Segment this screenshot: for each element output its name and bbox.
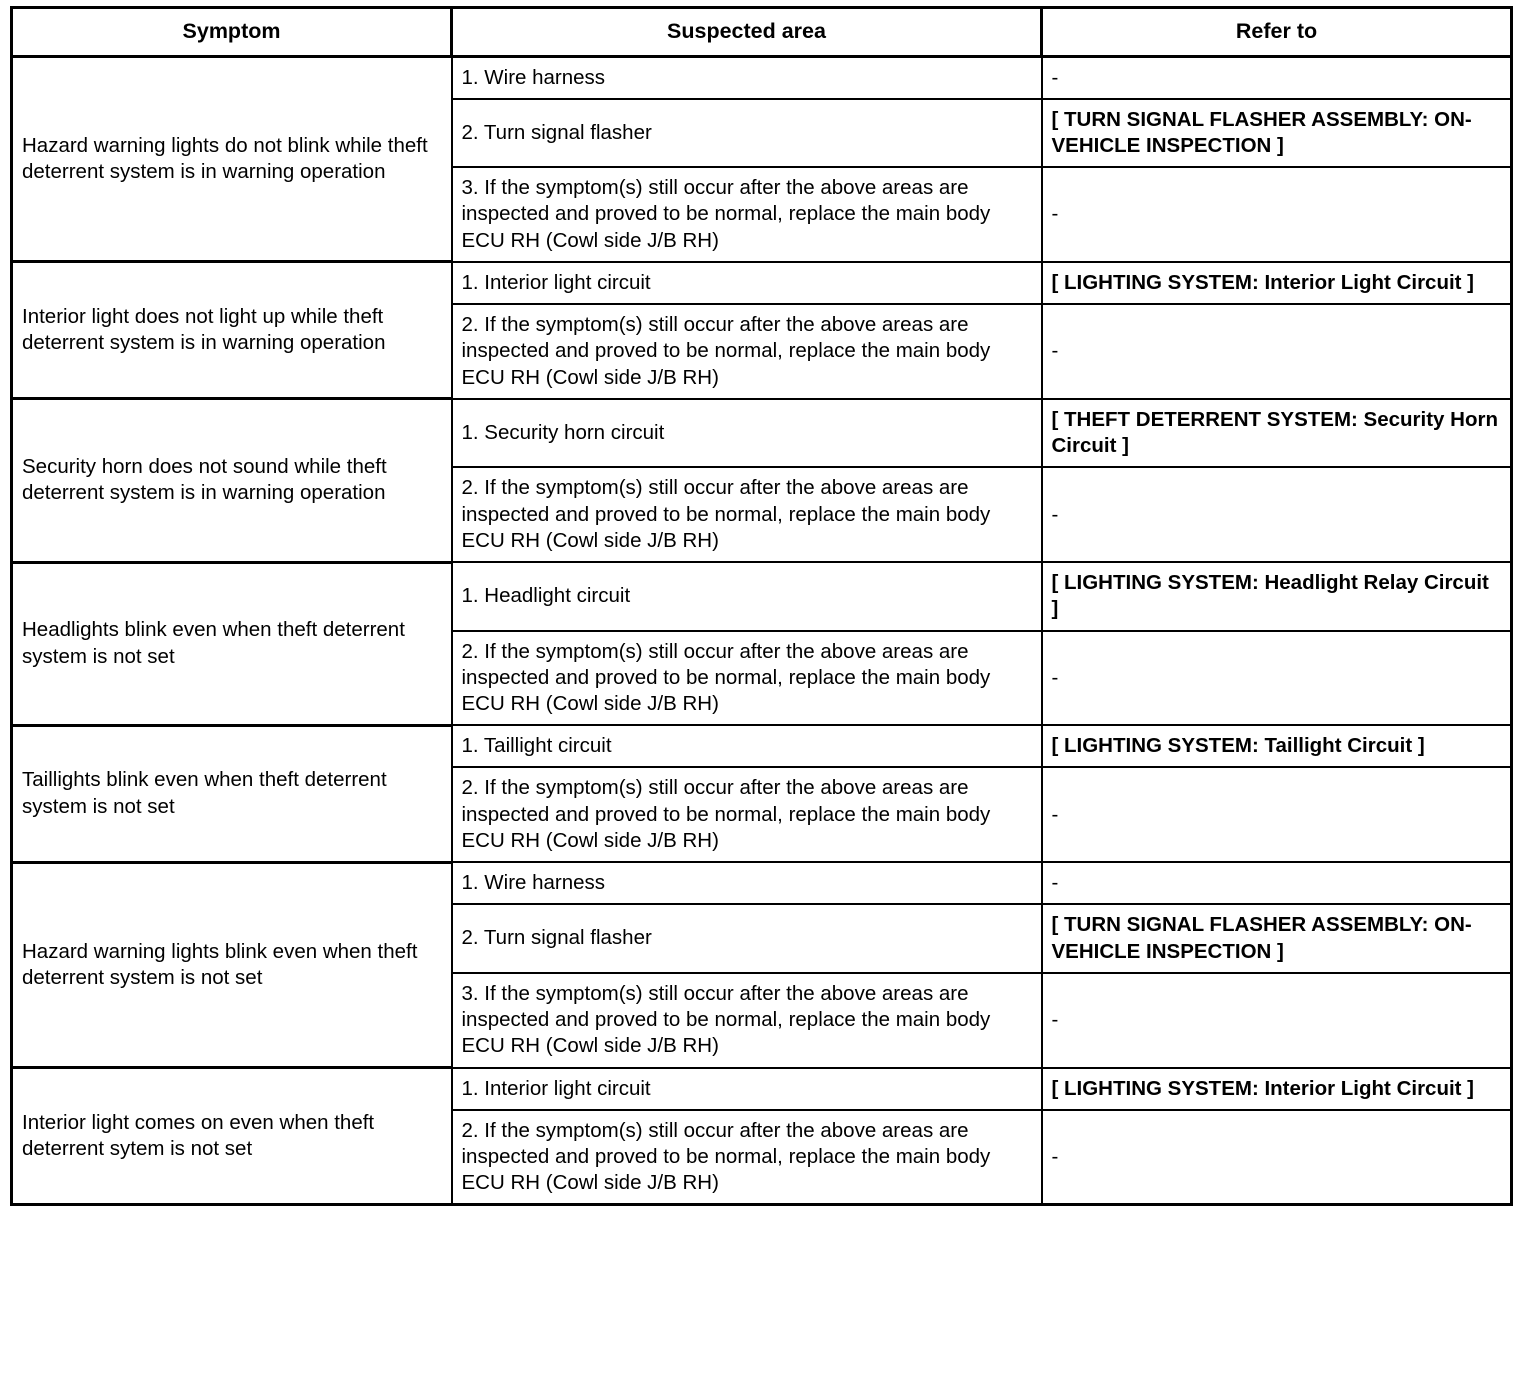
refer-to-cell: - xyxy=(1042,304,1512,399)
symptom-cell: Interior light does not light up while theft deterrent system is in warning operation xyxy=(12,262,452,399)
column-header-suspected-area: Suspected area xyxy=(452,8,1042,57)
suspected-area-cell: 1. Wire harness xyxy=(452,862,1042,904)
suspected-area-cell: 1. Security horn circuit xyxy=(452,399,1042,467)
suspected-area-cell: 3. If the symptom(s) still occur after the above areas are inspected and proved to be normal, replace the main body ECU RH (Cowl side J/B RH) xyxy=(452,973,1042,1068)
refer-to-link-cell[interactable]: [ TURN SIGNAL FLASHER ASSEMBLY: ON-VEHICLE INSPECTION ] xyxy=(1042,904,1512,972)
suspected-area-cell: 1. Taillight circuit xyxy=(452,725,1042,767)
refer-to-cell: - xyxy=(1042,973,1512,1068)
table-row xyxy=(12,562,1512,630)
symptom-cell: Interior light comes on even when theft deterrent sytem is not set xyxy=(12,1068,452,1205)
symptom-cell: Headlights blink even when theft deterrent system is not set xyxy=(12,562,452,725)
refer-to-cell: - xyxy=(1042,167,1512,262)
table-row xyxy=(12,399,1512,467)
suspected-area-cell: 2. If the symptom(s) still occur after the above areas are inspected and proved to be normal, replace the main body ECU RH (Cowl side J/B RH) xyxy=(452,631,1042,726)
refer-to-link-cell[interactable]: [ LIGHTING SYSTEM: Headlight Relay Circuit ] xyxy=(1042,562,1512,630)
symptom-cell: Taillights blink even when theft deterrent system is not set xyxy=(12,725,452,862)
table-row xyxy=(12,56,1512,99)
table-row xyxy=(12,862,1512,904)
refer-to-link-cell[interactable]: [ TURN SIGNAL FLASHER ASSEMBLY: ON-VEHICLE INSPECTION ] xyxy=(1042,99,1512,167)
suspected-area-cell: 2. If the symptom(s) still occur after the above areas are inspected and proved to be normal, replace the main body ECU RH (Cowl side J/B RH) xyxy=(452,467,1042,562)
refer-to-cell: - xyxy=(1042,631,1512,726)
suspected-area-cell: 2. Turn signal flasher xyxy=(452,99,1042,167)
table-row xyxy=(12,262,1512,304)
suspected-area-cell: 1. Interior light circuit xyxy=(452,262,1042,304)
suspected-area-cell: 1. Interior light circuit xyxy=(452,1068,1042,1110)
symptom-cell: Hazard warning lights blink even when theft deterrent system is not set xyxy=(12,862,452,1067)
suspected-area-cell: 2. Turn signal flasher xyxy=(452,904,1042,972)
suspected-area-cell: 3. If the symptom(s) still occur after the above areas are inspected and proved to be normal, replace the main body ECU RH (Cowl side J/B RH) xyxy=(452,167,1042,262)
refer-to-link-cell[interactable]: [ THEFT DETERRENT SYSTEM: Security Horn Circuit ] xyxy=(1042,399,1512,467)
table-body xyxy=(12,56,1512,1205)
suspected-area-cell: 1. Wire harness xyxy=(452,56,1042,99)
refer-to-cell: - xyxy=(1042,56,1512,99)
problem-symptoms-table xyxy=(10,6,1513,1206)
suspected-area-cell: 2. If the symptom(s) still occur after the above areas are inspected and proved to be normal, replace the main body ECU RH (Cowl side J/B RH) xyxy=(452,304,1042,399)
refer-to-cell: - xyxy=(1042,467,1512,562)
suspected-area-cell: 1. Headlight circuit xyxy=(452,562,1042,630)
column-header-symptom: Symptom xyxy=(12,8,452,57)
refer-to-cell: - xyxy=(1042,767,1512,862)
table-header-row xyxy=(12,8,1512,57)
refer-to-link-cell[interactable]: [ LIGHTING SYSTEM: Taillight Circuit ] xyxy=(1042,725,1512,767)
table-header xyxy=(12,8,1512,57)
suspected-area-cell: 2. If the symptom(s) still occur after the above areas are inspected and proved to be normal, replace the main body ECU RH (Cowl side J/B RH) xyxy=(452,767,1042,862)
refer-to-link-cell[interactable]: [ LIGHTING SYSTEM: Interior Light Circuit ] xyxy=(1042,262,1512,304)
symptom-cell: Hazard warning lights do not blink while theft deterrent system is in warning operation xyxy=(12,56,452,262)
table-row xyxy=(12,1068,1512,1110)
refer-to-link-cell[interactable]: [ LIGHTING SYSTEM: Interior Light Circuit ] xyxy=(1042,1068,1512,1110)
refer-to-cell: - xyxy=(1042,1110,1512,1205)
table-row xyxy=(12,725,1512,767)
suspected-area-cell: 2. If the symptom(s) still occur after the above areas are inspected and proved to be normal, replace the main body ECU RH (Cowl side J/B RH) xyxy=(452,1110,1042,1205)
column-header-refer-to: Refer to xyxy=(1042,8,1512,57)
refer-to-cell: - xyxy=(1042,862,1512,904)
symptom-cell: Security horn does not sound while theft deterrent system is in warning operation xyxy=(12,399,452,562)
